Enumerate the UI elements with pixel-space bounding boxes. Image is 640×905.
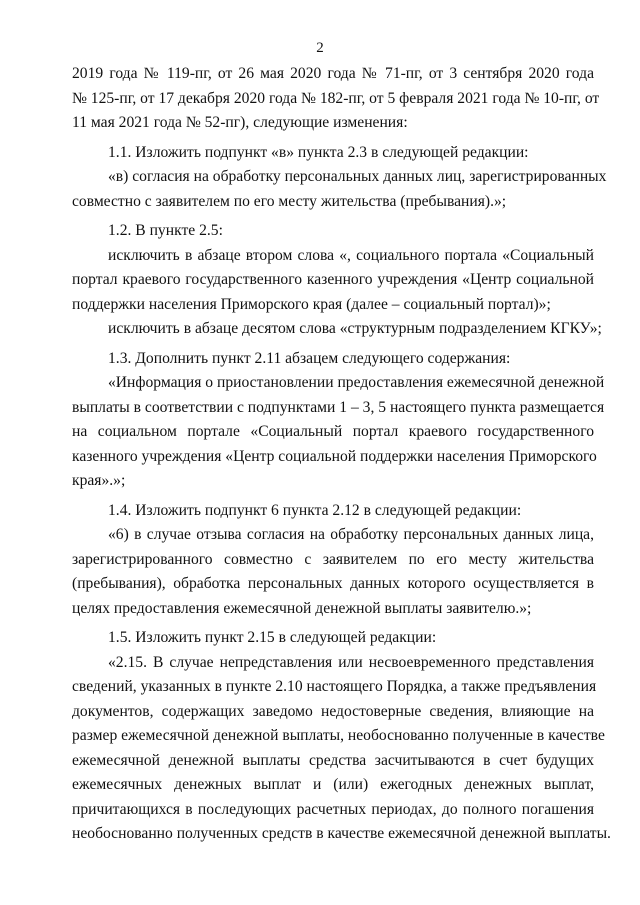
text-line: поддержки населения Приморского края (далее – социальный портал)»; <box>72 295 551 313</box>
text-line: «Информация о приостановлении предоставления ежемесячной денежной <box>108 374 605 391</box>
text-line: на социальном портале «Социальный портал краевого государственного <box>72 423 594 440</box>
text-line: «в) согласия на обработку персональных данных лиц, зарегистрированных <box>108 168 607 185</box>
text-line: совместно с заявителем по его месту жительства (пребывания).»; <box>72 192 507 210</box>
text-line: 2019 года № 119-пг, от 26 мая 2020 года № 71-пг, от 3 сентября 2020 года <box>72 65 594 82</box>
text-line: ежемесячной денежной выплаты средства засчитываются в счет будущих <box>72 751 594 769</box>
text-line: «6) в случае отзыва согласия на обработку персональных данных лица, <box>108 526 594 543</box>
text-line: ежемесячных денежных выплат и (или) ежегодных денежных выплат, <box>72 776 594 793</box>
text-line: необоснованно полученных средств в качестве ежемесячной денежной выплаты. <box>72 825 611 842</box>
document-body <box>72 62 611 847</box>
text-line: исключить в абзаце десятом слова «структурным подразделением КГКУ»; <box>108 320 602 337</box>
page-number: 2 <box>316 40 324 56</box>
list-item-heading: 1.4. Изложить подпункт 6 пункта 2.12 в следующей редакции: <box>108 501 522 519</box>
text-line: сведений, указанных в пункте 2.10 настоящего Порядка, а также предъявления <box>72 678 597 695</box>
text-line: № 125-пг, от 17 декабря 2020 года № 182-пг, от 5 февраля 2021 года № 10-пг, от <box>72 89 600 107</box>
list-item-heading: 1.2. В пункте 2.5: <box>108 222 223 239</box>
text-line: портал краевого государственного казенного учреждения «Центр социальной <box>72 271 594 288</box>
text-line: 11 мая 2021 года № 52-пг), следующие изменения: <box>72 114 408 131</box>
text-line: зарегистрированного совместно с заявителем по его месту жительства <box>72 550 594 568</box>
text-line: «2.15. В случае непредставления или несвоевременного представления <box>108 653 594 671</box>
text-line: выплаты в соответствии с подпунктами 1 – 3, 5 настоящего пункта размещается <box>72 398 605 416</box>
text-line: размер ежемесячной денежной выплаты, необоснованно полученные в качестве <box>72 727 605 744</box>
text-line: казенного учреждения «Центр социальной поддержки населения Приморского <box>72 447 597 465</box>
text-line: края».»; <box>72 472 126 489</box>
text-line: целях предоставления ежемесячной денежной выплаты заявителю.»; <box>72 599 532 617</box>
text-line: причитающихся в последующих расчетных периодах, до полного погашения <box>72 800 594 818</box>
text-line: (пребывания), обработка персональных данных которого осуществляется в <box>72 575 594 592</box>
text-line: исключить в абзаце втором слова «, социального портала «Социальный <box>108 246 594 264</box>
list-item-heading: 1.3. Дополнить пункт 2.11 абзацем следующего содержания: <box>108 349 511 367</box>
text-line: документов, содержащих заведомо недостоверные сведения, влияющие на <box>72 702 594 720</box>
list-item-heading: 1.5. Изложить пункт 2.15 в следующей редакции: <box>108 629 437 646</box>
list-item-heading: 1.1. Изложить подпункт «в» пункта 2.3 в следующей редакции: <box>108 143 529 161</box>
